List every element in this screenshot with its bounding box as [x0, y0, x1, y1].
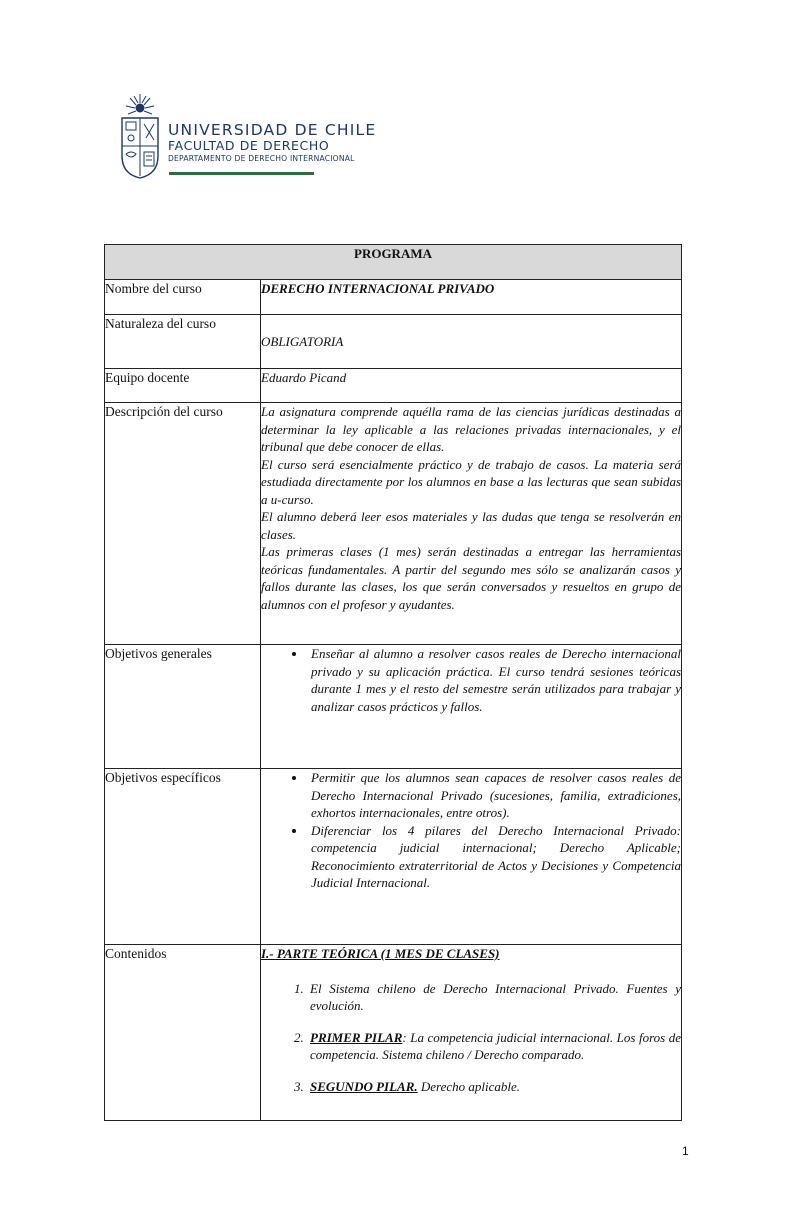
table-row [105, 403, 682, 645]
list-item: • Diferenciar los 4 pilares del Derecho Internacional Privado: competencia judicial internacional; Derecho Aplicable; Reconocimiento extraterritorial de Actos y Decisiones y Competencia Judicial Internacional. [307, 822, 681, 892]
content-item-title: PRIMER PILAR [310, 1029, 403, 1045]
program-table [104, 244, 682, 1121]
team-label: Equipo docente [105, 369, 261, 403]
team-value: Eduardo Picand [261, 369, 682, 403]
nature-label: Naturaleza del curso [105, 315, 261, 369]
description-paragraph: El alumno deberá leer esos materiales y las dudas que tenga se resolverán en clases. [261, 509, 681, 542]
description-value [261, 403, 682, 645]
table-row [105, 369, 682, 403]
description-paragraph: El curso será esencialmente práctico y de trabajo de casos. La materia será estudiada directamente por los alumnos en base a las lecturas que sean subidas a u-curso. [261, 456, 681, 507]
course-name-label: Nombre del curso [105, 280, 261, 315]
green-divider [169, 172, 314, 175]
contents-label: Contenidos [105, 945, 261, 1121]
table-row [105, 315, 682, 369]
table-header-row [105, 245, 682, 280]
list-item: • Enseñar al alumno a resolver casos reales de Derecho internacional privado y su aplicación práctica. El curso tendrá sesiones teóricas durante 1 mes y el resto del semestre serán utilizados para trabajar y analizar casos prácticos y fallos. [307, 645, 681, 715]
contents-value [261, 945, 682, 1121]
general-objectives-label: Objetivos generales [105, 645, 261, 769]
description-paragraph: La asignatura comprende aquélla rama de las ciencias jurídicas destinadas a determinar la ley aplicable a las relaciones privadas internacionales, y el tribunal que debe conocer de ellas. [261, 404, 681, 454]
institution-logo [116, 94, 377, 182]
table-row [105, 645, 682, 769]
content-item-text: : La competencia judicial internacional. Los foros de competencia. Sistema chileno / Derecho comparado. [310, 1029, 682, 1062]
university-name: UNIVERSIDAD DE CHILE [168, 121, 377, 139]
list-item [307, 1078, 681, 1096]
specific-objectives-value [261, 769, 682, 945]
department-name: DEPARTAMENTO DE DERECHO INTERNACIONAL [168, 154, 355, 163]
description-paragraph: Las primeras clases (1 mes) serán destinadas a entregar las herramientas teóricas fundamentales. A partir del segundo mes sólo se analizarán casos y fallos durante las clases, los que serán conversados y resueltos en grupo de alumnos con el profesor y ayudantes. [261, 544, 681, 612]
description-label: Descripción del curso [105, 403, 261, 645]
table-row [105, 945, 682, 1121]
content-item-text: Derecho aplicable. [417, 1078, 521, 1094]
specific-objectives-label: Objetivos específicos [105, 769, 261, 945]
list-item [307, 980, 681, 1015]
faculty-name: FACULTAD DE DERECHO [168, 138, 330, 153]
general-objectives-value [261, 645, 682, 769]
list-item: • Permitir que los alumnos sean capaces de resolver casos reales de Derecho Internacional Privado (sucesiones, familia, extradiciones, exhortos internacionales, entre otros). [307, 769, 681, 822]
content-item-title: SEGUNDO PILAR. [310, 1078, 418, 1094]
program-title: PROGRAMA [105, 245, 682, 280]
content-item-text: El Sistema chileno de Derecho Internacional Privado. Fuentes y evolución. [310, 980, 681, 1013]
course-name-value: DERECHO INTERNACIONAL PRIVADO [261, 280, 682, 315]
page-number: 1 [682, 1144, 689, 1158]
table-row [105, 280, 682, 315]
nature-value: OBLIGATORIA [261, 315, 682, 369]
table-row [105, 769, 682, 945]
contents-heading: I.- PARTE TEÓRICA (1 MES DE CLASES) [261, 946, 500, 961]
list-item [307, 1029, 681, 1064]
university-crest-icon [116, 94, 164, 180]
